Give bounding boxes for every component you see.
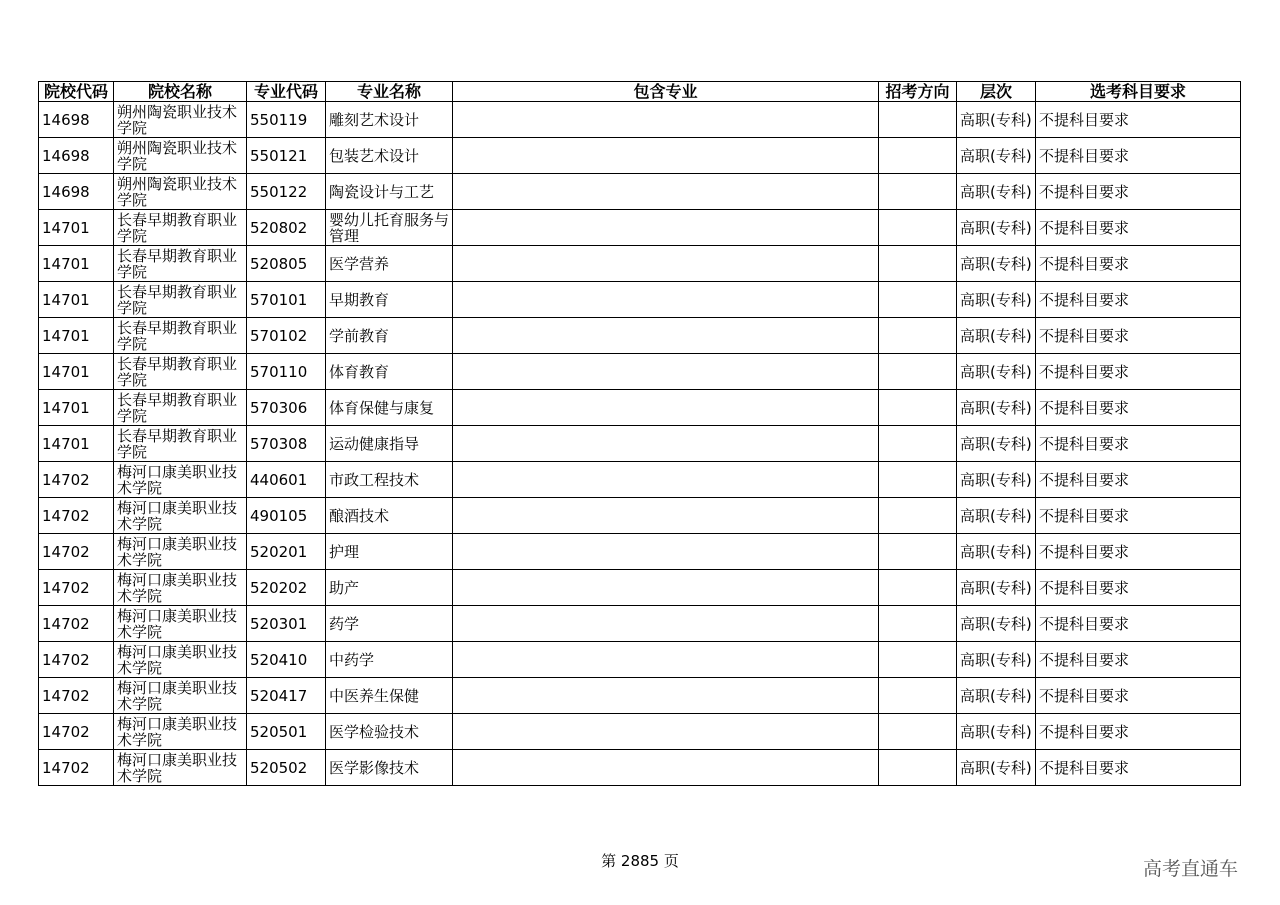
cell-school-name bbox=[114, 174, 247, 210]
cell-major-name bbox=[326, 138, 453, 174]
cell-direction bbox=[879, 642, 957, 678]
cell-major-name bbox=[326, 462, 453, 498]
cell-school-code bbox=[39, 606, 114, 642]
cell-school-code bbox=[39, 570, 114, 606]
cell-school-code bbox=[39, 498, 114, 534]
cell-major-name bbox=[326, 318, 453, 354]
cell-school-code bbox=[39, 246, 114, 282]
table-body bbox=[39, 102, 1241, 786]
cell-major-code bbox=[247, 102, 326, 138]
cell-school-code bbox=[39, 138, 114, 174]
cell-major-name-text: 助产 bbox=[329, 578, 360, 597]
cell-school-name-text: 朔州陶瓷职业技术学院 bbox=[117, 102, 238, 137]
cell-major-code bbox=[247, 426, 326, 462]
cell-major-code bbox=[247, 678, 326, 714]
cell-subject-requirement-text: 不提科目要求 bbox=[1039, 362, 1130, 381]
cell-school-code-text: 14702 bbox=[42, 542, 90, 561]
cell-school-code bbox=[39, 390, 114, 426]
cell-school-code-text: 14698 bbox=[42, 146, 90, 165]
cell-subject-requirement-text: 不提科目要求 bbox=[1039, 758, 1130, 777]
cell-major-code bbox=[247, 318, 326, 354]
cell-subject-requirement bbox=[1036, 174, 1241, 210]
cell-school-code-text: 14701 bbox=[42, 398, 90, 417]
cell-major-code bbox=[247, 282, 326, 318]
cell-included-majors bbox=[453, 318, 879, 354]
cell-school-code-text: 14702 bbox=[42, 470, 90, 489]
cell-major-name bbox=[326, 174, 453, 210]
cell-level bbox=[957, 174, 1036, 210]
cell-school-name-text: 梅河口康美职业技术学院 bbox=[117, 714, 238, 749]
cell-subject-requirement bbox=[1036, 354, 1241, 390]
cell-included-majors bbox=[453, 606, 879, 642]
table-row bbox=[39, 678, 1241, 714]
cell-school-name bbox=[114, 282, 247, 318]
cell-included-majors bbox=[453, 210, 879, 246]
table-row bbox=[39, 606, 1241, 642]
cell-level-text: 高职(专科) bbox=[960, 146, 1032, 165]
cell-major-code-text: 520410 bbox=[250, 650, 308, 669]
table-row bbox=[39, 462, 1241, 498]
cell-included-majors bbox=[453, 174, 879, 210]
cell-major-code bbox=[247, 750, 326, 786]
cell-school-name-text: 梅河口康美职业技术学院 bbox=[117, 642, 238, 677]
cell-major-name-text: 中医养生保健 bbox=[329, 686, 420, 705]
cell-subject-requirement bbox=[1036, 606, 1241, 642]
cell-subject-requirement bbox=[1036, 570, 1241, 606]
cell-level bbox=[957, 282, 1036, 318]
cell-school-name bbox=[114, 678, 247, 714]
cell-direction bbox=[879, 282, 957, 318]
cell-school-code-text: 14702 bbox=[42, 506, 90, 525]
cell-school-name-text: 长春早期教育职业学院 bbox=[117, 354, 238, 389]
cell-level-text: 高职(专科) bbox=[960, 254, 1032, 273]
cell-school-code-text: 14701 bbox=[42, 326, 90, 345]
cell-major-name bbox=[326, 534, 453, 570]
cell-direction bbox=[879, 210, 957, 246]
cell-included-majors bbox=[453, 714, 879, 750]
cell-direction bbox=[879, 714, 957, 750]
table-row bbox=[39, 498, 1241, 534]
table-row bbox=[39, 138, 1241, 174]
cell-direction bbox=[879, 354, 957, 390]
header-school-code: 院校代码 bbox=[39, 82, 114, 102]
cell-school-name bbox=[114, 498, 247, 534]
admissions-table bbox=[38, 81, 1241, 786]
cell-direction bbox=[879, 138, 957, 174]
cell-school-code bbox=[39, 354, 114, 390]
cell-school-name-text: 长春早期教育职业学院 bbox=[117, 246, 238, 281]
cell-subject-requirement-text: 不提科目要求 bbox=[1039, 470, 1130, 489]
cell-major-name bbox=[326, 642, 453, 678]
cell-subject-requirement-text: 不提科目要求 bbox=[1039, 290, 1130, 309]
cell-major-name bbox=[326, 498, 453, 534]
cell-included-majors bbox=[453, 498, 879, 534]
cell-subject-requirement bbox=[1036, 102, 1241, 138]
cell-school-code bbox=[39, 174, 114, 210]
cell-direction bbox=[879, 606, 957, 642]
cell-school-name bbox=[114, 354, 247, 390]
cell-school-code bbox=[39, 678, 114, 714]
cell-included-majors bbox=[453, 246, 879, 282]
cell-direction bbox=[879, 750, 957, 786]
cell-school-name-text: 长春早期教育职业学院 bbox=[117, 426, 238, 461]
cell-school-code bbox=[39, 210, 114, 246]
cell-level-text: 高职(专科) bbox=[960, 614, 1032, 633]
cell-subject-requirement bbox=[1036, 390, 1241, 426]
cell-school-code bbox=[39, 282, 114, 318]
cell-included-majors bbox=[453, 462, 879, 498]
cell-subject-requirement bbox=[1036, 210, 1241, 246]
cell-level bbox=[957, 534, 1036, 570]
cell-school-code bbox=[39, 714, 114, 750]
cell-school-code-text: 14702 bbox=[42, 686, 90, 705]
cell-school-name-text: 朔州陶瓷职业技术学院 bbox=[117, 138, 238, 173]
cell-major-name bbox=[326, 570, 453, 606]
cell-subject-requirement bbox=[1036, 246, 1241, 282]
cell-school-code-text: 14698 bbox=[42, 110, 90, 129]
cell-major-name-text: 医学检验技术 bbox=[329, 722, 420, 741]
cell-level bbox=[957, 606, 1036, 642]
cell-subject-requirement-text: 不提科目要求 bbox=[1039, 110, 1130, 129]
cell-level-text: 高职(专科) bbox=[960, 434, 1032, 453]
cell-school-code-text: 14701 bbox=[42, 254, 90, 273]
cell-major-code-text: 520301 bbox=[250, 614, 308, 633]
table-row bbox=[39, 750, 1241, 786]
cell-school-name-text: 梅河口康美职业技术学院 bbox=[117, 606, 238, 641]
cell-school-code bbox=[39, 426, 114, 462]
cell-subject-requirement bbox=[1036, 534, 1241, 570]
cell-major-code-text: 570102 bbox=[250, 326, 308, 345]
cell-level-text: 高职(专科) bbox=[960, 578, 1032, 597]
cell-included-majors bbox=[453, 390, 879, 426]
cell-level-text: 高职(专科) bbox=[960, 362, 1032, 381]
cell-major-name-text: 雕刻艺术设计 bbox=[329, 110, 420, 129]
cell-major-name-text: 包装艺术设计 bbox=[329, 146, 420, 165]
cell-level-text: 高职(专科) bbox=[960, 218, 1032, 237]
cell-school-name-text: 朔州陶瓷职业技术学院 bbox=[117, 174, 238, 209]
cell-school-code bbox=[39, 318, 114, 354]
cell-major-code-text: 520502 bbox=[250, 758, 308, 777]
cell-level bbox=[957, 498, 1036, 534]
cell-subject-requirement-text: 不提科目要求 bbox=[1039, 506, 1130, 525]
cell-school-name bbox=[114, 102, 247, 138]
cell-subject-requirement-text: 不提科目要求 bbox=[1039, 146, 1130, 165]
cell-subject-requirement bbox=[1036, 462, 1241, 498]
cell-major-code-text: 570306 bbox=[250, 398, 308, 417]
cell-level bbox=[957, 246, 1036, 282]
cell-direction bbox=[879, 534, 957, 570]
cell-major-code bbox=[247, 174, 326, 210]
cell-level-text: 高职(专科) bbox=[960, 506, 1032, 525]
cell-major-name-text: 医学影像技术 bbox=[329, 758, 420, 777]
cell-school-name bbox=[114, 714, 247, 750]
cell-included-majors bbox=[453, 642, 879, 678]
cell-major-name-text: 陶瓷设计与工艺 bbox=[329, 182, 435, 201]
table-header-row bbox=[39, 82, 1241, 102]
cell-major-code bbox=[247, 534, 326, 570]
cell-school-code-text: 14701 bbox=[42, 290, 90, 309]
cell-school-code-text: 14702 bbox=[42, 614, 90, 633]
cell-school-code bbox=[39, 642, 114, 678]
cell-school-name bbox=[114, 462, 247, 498]
table-row bbox=[39, 282, 1241, 318]
cell-major-code-text: 570101 bbox=[250, 290, 308, 309]
cell-subject-requirement bbox=[1036, 282, 1241, 318]
header-subject-requirement: 选考科目要求 bbox=[1036, 82, 1241, 102]
cell-subject-requirement bbox=[1036, 498, 1241, 534]
table-row bbox=[39, 246, 1241, 282]
cell-subject-requirement-text: 不提科目要求 bbox=[1039, 650, 1130, 669]
cell-included-majors bbox=[453, 426, 879, 462]
cell-included-majors bbox=[453, 534, 879, 570]
cell-major-name bbox=[326, 426, 453, 462]
cell-school-name bbox=[114, 750, 247, 786]
cell-level-text: 高职(专科) bbox=[960, 650, 1032, 669]
cell-major-code-text: 570308 bbox=[250, 434, 308, 453]
cell-level bbox=[957, 210, 1036, 246]
cell-included-majors bbox=[453, 102, 879, 138]
cell-direction bbox=[879, 570, 957, 606]
cell-level bbox=[957, 390, 1036, 426]
header-direction: 招考方向 bbox=[879, 82, 957, 102]
cell-direction bbox=[879, 462, 957, 498]
cell-major-name-text: 体育教育 bbox=[329, 362, 390, 381]
cell-included-majors bbox=[453, 282, 879, 318]
cell-school-name bbox=[114, 138, 247, 174]
cell-level bbox=[957, 570, 1036, 606]
cell-major-code-text: 520805 bbox=[250, 254, 308, 273]
cell-school-name-text: 梅河口康美职业技术学院 bbox=[117, 678, 238, 713]
cell-major-name bbox=[326, 282, 453, 318]
cell-major-name-text: 中药学 bbox=[329, 650, 375, 669]
header-major-name: 专业名称 bbox=[326, 82, 453, 102]
cell-included-majors bbox=[453, 138, 879, 174]
cell-school-name-text: 长春早期教育职业学院 bbox=[117, 390, 238, 425]
cell-school-code-text: 14701 bbox=[42, 362, 90, 381]
cell-school-name bbox=[114, 246, 247, 282]
cell-major-name-text: 市政工程技术 bbox=[329, 470, 420, 489]
cell-subject-requirement bbox=[1036, 678, 1241, 714]
cell-school-name-text: 梅河口康美职业技术学院 bbox=[117, 498, 238, 533]
cell-direction bbox=[879, 678, 957, 714]
cell-direction bbox=[879, 246, 957, 282]
cell-school-name-text: 长春早期教育职业学院 bbox=[117, 318, 238, 353]
cell-major-name-text: 学前教育 bbox=[329, 326, 390, 345]
cell-major-code-text: 490105 bbox=[250, 506, 308, 525]
cell-major-code-text: 550119 bbox=[250, 110, 308, 129]
cell-major-code bbox=[247, 210, 326, 246]
cell-major-code bbox=[247, 570, 326, 606]
cell-subject-requirement-text: 不提科目要求 bbox=[1039, 542, 1130, 561]
table-row bbox=[39, 570, 1241, 606]
cell-subject-requirement-text: 不提科目要求 bbox=[1039, 326, 1130, 345]
cell-school-code bbox=[39, 534, 114, 570]
cell-level bbox=[957, 750, 1036, 786]
cell-school-name bbox=[114, 606, 247, 642]
cell-major-name-text: 早期教育 bbox=[329, 290, 390, 309]
cell-level-text: 高职(专科) bbox=[960, 110, 1032, 129]
cell-major-name bbox=[326, 354, 453, 390]
table-row bbox=[39, 390, 1241, 426]
cell-major-code-text: 520202 bbox=[250, 578, 308, 597]
cell-subject-requirement-text: 不提科目要求 bbox=[1039, 398, 1130, 417]
cell-major-name-text: 护理 bbox=[329, 542, 360, 561]
cell-included-majors bbox=[453, 750, 879, 786]
cell-included-majors bbox=[453, 678, 879, 714]
table-row bbox=[39, 174, 1241, 210]
cell-level-text: 高职(专科) bbox=[960, 182, 1032, 201]
cell-level-text: 高职(专科) bbox=[960, 326, 1032, 345]
cell-subject-requirement bbox=[1036, 426, 1241, 462]
cell-major-name bbox=[326, 390, 453, 426]
cell-direction bbox=[879, 318, 957, 354]
cell-level-text: 高职(专科) bbox=[960, 686, 1032, 705]
cell-major-code-text: 550122 bbox=[250, 182, 308, 201]
cell-direction bbox=[879, 102, 957, 138]
page-number: 第 2885 页 bbox=[601, 852, 679, 870]
cell-level bbox=[957, 354, 1036, 390]
cell-level-text: 高职(专科) bbox=[960, 470, 1032, 489]
cell-major-code-text: 550121 bbox=[250, 146, 308, 165]
cell-level bbox=[957, 318, 1036, 354]
cell-subject-requirement-text: 不提科目要求 bbox=[1039, 614, 1130, 633]
cell-level-text: 高职(专科) bbox=[960, 542, 1032, 561]
cell-major-code bbox=[247, 462, 326, 498]
cell-subject-requirement-text: 不提科目要求 bbox=[1039, 254, 1130, 273]
cell-direction bbox=[879, 426, 957, 462]
cell-school-name bbox=[114, 390, 247, 426]
cell-level bbox=[957, 426, 1036, 462]
cell-direction bbox=[879, 498, 957, 534]
cell-major-code bbox=[247, 498, 326, 534]
cell-major-code bbox=[247, 246, 326, 282]
cell-major-name bbox=[326, 750, 453, 786]
cell-school-name bbox=[114, 642, 247, 678]
cell-level bbox=[957, 138, 1036, 174]
cell-school-name bbox=[114, 570, 247, 606]
cell-school-code-text: 14702 bbox=[42, 650, 90, 669]
cell-school-code-text: 14702 bbox=[42, 758, 90, 777]
table-row bbox=[39, 534, 1241, 570]
cell-subject-requirement bbox=[1036, 642, 1241, 678]
cell-major-name bbox=[326, 246, 453, 282]
cell-subject-requirement-text: 不提科目要求 bbox=[1039, 434, 1130, 453]
cell-level bbox=[957, 102, 1036, 138]
cell-major-code-text: 520802 bbox=[250, 218, 308, 237]
cell-subject-requirement bbox=[1036, 714, 1241, 750]
cell-major-code-text: 440601 bbox=[250, 470, 308, 489]
table-row bbox=[39, 354, 1241, 390]
cell-direction bbox=[879, 174, 957, 210]
cell-major-code bbox=[247, 390, 326, 426]
header-level: 层次 bbox=[957, 82, 1036, 102]
cell-school-code-text: 14701 bbox=[42, 218, 90, 237]
cell-major-name-text: 运动健康指导 bbox=[329, 434, 420, 453]
cell-school-code-text: 14702 bbox=[42, 722, 90, 741]
cell-major-code-text: 520417 bbox=[250, 686, 308, 705]
cell-level bbox=[957, 642, 1036, 678]
header-major-code: 专业代码 bbox=[247, 82, 326, 102]
cell-major-code-text: 570110 bbox=[250, 362, 308, 381]
table-row bbox=[39, 642, 1241, 678]
cell-school-name-text: 长春早期教育职业学院 bbox=[117, 210, 238, 245]
table-row bbox=[39, 426, 1241, 462]
cell-major-name bbox=[326, 210, 453, 246]
table-row bbox=[39, 210, 1241, 246]
cell-major-name bbox=[326, 102, 453, 138]
cell-school-name-text: 长春早期教育职业学院 bbox=[117, 282, 238, 317]
cell-school-code bbox=[39, 102, 114, 138]
table-row bbox=[39, 102, 1241, 138]
cell-level-text: 高职(专科) bbox=[960, 290, 1032, 309]
cell-school-code-text: 14701 bbox=[42, 434, 90, 453]
cell-major-code-text: 520201 bbox=[250, 542, 308, 561]
cell-major-name bbox=[326, 606, 453, 642]
header-school-name: 院校名称 bbox=[114, 82, 247, 102]
cell-major-code bbox=[247, 138, 326, 174]
cell-major-name-text: 体育保健与康复 bbox=[329, 398, 435, 417]
cell-major-name-text: 医学营养 bbox=[329, 254, 390, 273]
cell-subject-requirement-text: 不提科目要求 bbox=[1039, 686, 1130, 705]
cell-school-code bbox=[39, 750, 114, 786]
cell-major-code bbox=[247, 606, 326, 642]
cell-school-code bbox=[39, 462, 114, 498]
cell-major-name bbox=[326, 714, 453, 750]
cell-level-text: 高职(专科) bbox=[960, 722, 1032, 741]
cell-school-name bbox=[114, 318, 247, 354]
cell-school-code-text: 14698 bbox=[42, 182, 90, 201]
cell-major-code bbox=[247, 354, 326, 390]
cell-school-name-text: 梅河口康美职业技术学院 bbox=[117, 534, 238, 569]
cell-level-text: 高职(专科) bbox=[960, 758, 1032, 777]
cell-school-name-text: 梅河口康美职业技术学院 bbox=[117, 462, 238, 497]
cell-subject-requirement-text: 不提科目要求 bbox=[1039, 578, 1130, 597]
cell-subject-requirement bbox=[1036, 138, 1241, 174]
cell-subject-requirement-text: 不提科目要求 bbox=[1039, 182, 1130, 201]
cell-level bbox=[957, 462, 1036, 498]
cell-subject-requirement-text: 不提科目要求 bbox=[1039, 218, 1130, 237]
table-row bbox=[39, 714, 1241, 750]
cell-major-name-text: 婴幼儿托育服务与管理 bbox=[329, 210, 450, 245]
cell-subject-requirement bbox=[1036, 750, 1241, 786]
cell-level bbox=[957, 678, 1036, 714]
cell-major-code-text: 520501 bbox=[250, 722, 308, 741]
cell-major-name-text: 药学 bbox=[329, 614, 360, 633]
cell-direction bbox=[879, 390, 957, 426]
cell-included-majors bbox=[453, 570, 879, 606]
cell-major-code bbox=[247, 714, 326, 750]
cell-school-name bbox=[114, 426, 247, 462]
cell-level-text: 高职(专科) bbox=[960, 398, 1032, 417]
cell-school-name-text: 梅河口康美职业技术学院 bbox=[117, 750, 238, 785]
cell-school-name-text: 梅河口康美职业技术学院 bbox=[117, 570, 238, 605]
cell-major-name-text: 酿酒技术 bbox=[329, 506, 390, 525]
header-included-majors: 包含专业 bbox=[453, 82, 879, 102]
cell-school-code-text: 14702 bbox=[42, 578, 90, 597]
cell-major-code bbox=[247, 642, 326, 678]
cell-included-majors bbox=[453, 354, 879, 390]
cell-level bbox=[957, 714, 1036, 750]
cell-major-name bbox=[326, 678, 453, 714]
cell-school-name bbox=[114, 210, 247, 246]
table-row bbox=[39, 318, 1241, 354]
cell-subject-requirement-text: 不提科目要求 bbox=[1039, 722, 1130, 741]
watermark-text: 高考直通车 bbox=[1143, 858, 1239, 880]
cell-subject-requirement bbox=[1036, 318, 1241, 354]
cell-school-name bbox=[114, 534, 247, 570]
